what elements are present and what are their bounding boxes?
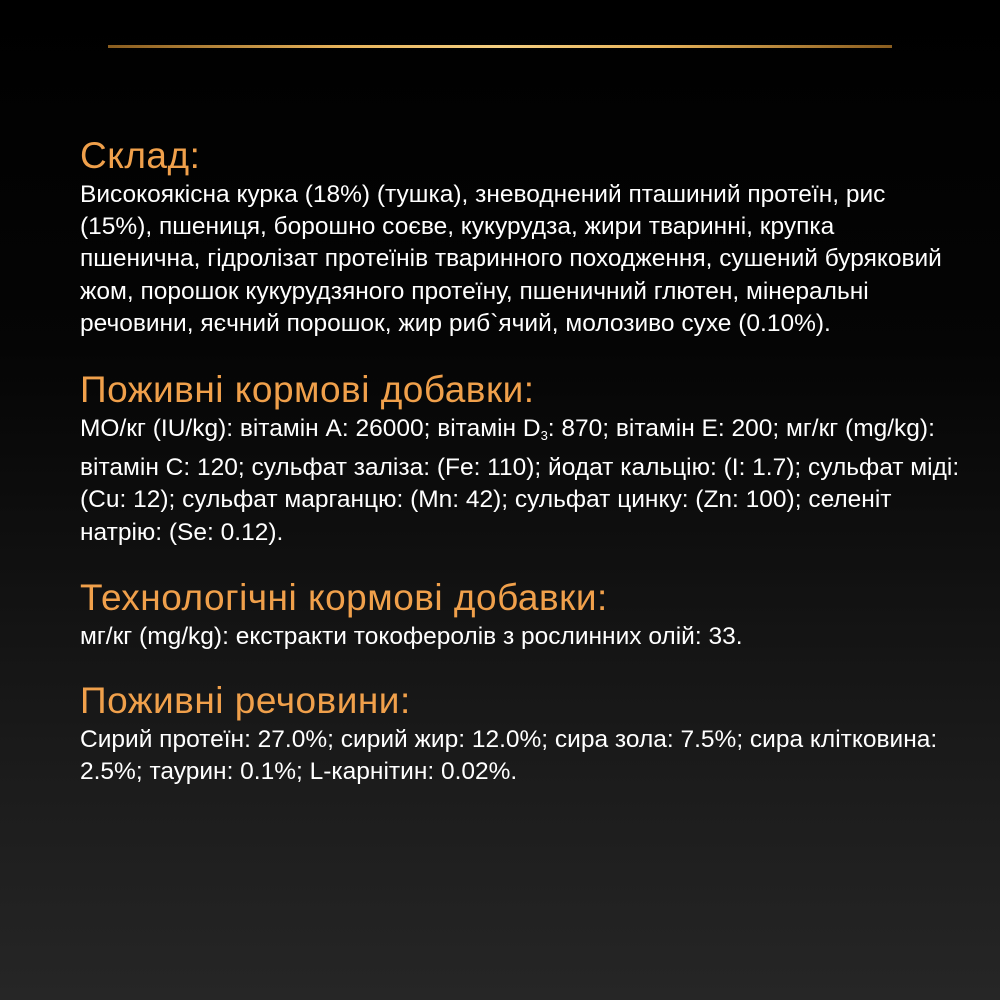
nutrients-section [80, 678, 960, 788]
nutrients-heading: Поживні речовини: [80, 680, 411, 722]
composition-heading: Склад: [80, 135, 201, 176]
nutrients-text: Сирий протеїн: 27.0%; сирий жир: 12.0%; сира зола: 7.5%; сира клітковина: 2.5%; таурин: 0.1%; L-карнітин: 0.02%. [80, 726, 938, 786]
vitamin-d-subscript: 3 [540, 428, 548, 444]
gold-divider-line [108, 45, 892, 48]
technological-additives-text: мг/кг (mg/kg): екстракти токоферолів з рослинних олій: 33. [80, 622, 743, 650]
technological-additives-section [80, 575, 960, 653]
nutritional-additives-text [80, 413, 960, 549]
nutritional-additives-text-part2: : 870; вітамін Е: 200; мг/кг (mg/kg): вітамін С: 120; сульфат заліза: (Fe: 110); йодат кальцію: (I: 1.7); сульфат міді: (Cu: 12); сульфат марганцю: (Mn: 42); сульфат цинку: (Zn: 100); селеніт натрію: (Se: 0.12). [80, 415, 960, 546]
composition-text: Високоякісна курка (18%) (тушка), зневоднений пташиний протеїн, рис (15%), пшениця, борошно соєве, кукурудза, жири тваринні, крупка пшенична, гідролізат протеїнів тваринного походження, сушений буряковий жом, порошок кукурудзяного протеїну, пшеничний глютен, мінеральні речовини, яєчний порошок, жир риб`ячий, молозиво сухе (0.10%). [80, 181, 942, 337]
composition-section [80, 133, 960, 340]
nutritional-additives-section [80, 367, 960, 549]
nutritional-additives-text-part1: МО/кг (IU/kg): вітамін А: 26000; вітамін D [80, 415, 541, 443]
technological-additives-heading: Технологічні кормові добавки: [80, 576, 608, 618]
ingredients-content [80, 133, 960, 788]
nutritional-additives-heading: Поживні кормові добавки: [80, 369, 535, 411]
